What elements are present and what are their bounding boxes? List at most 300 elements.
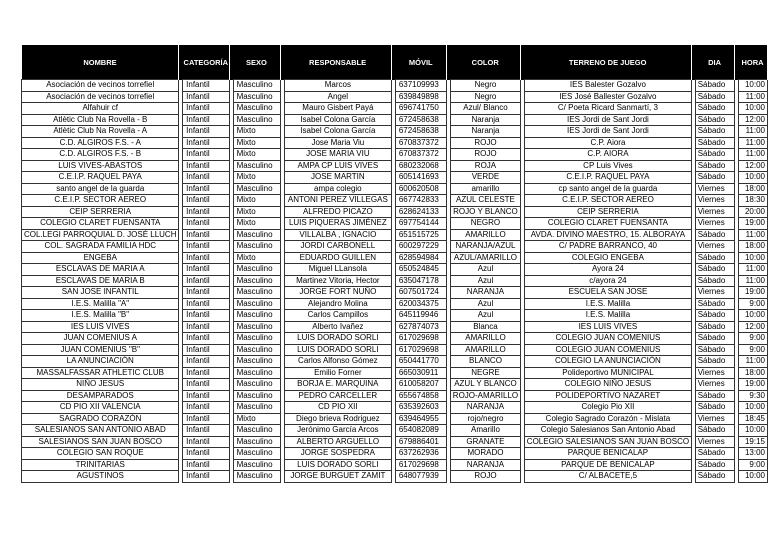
hora-cell: 10:00	[738, 310, 767, 322]
nombre-cell: CD PIO XII VALENCIA	[22, 402, 179, 414]
categoria-cell: Infantil	[183, 126, 230, 138]
movil-cell: 651515725	[395, 229, 446, 241]
sexo-cell: Masculino	[233, 310, 280, 322]
table-row	[22, 402, 768, 414]
responsable-cell: Isabel Colona García	[284, 126, 392, 138]
responsable-cell: Angel	[284, 91, 392, 103]
nombre-cell: Atlètic Club Na Rovella - B	[22, 114, 179, 126]
categoria-cell: Infantil	[183, 436, 230, 448]
terreno-cell: C/ PADRE BARRANCO, 40	[524, 241, 691, 253]
table-row	[22, 241, 768, 253]
categoria-cell: Infantil	[183, 390, 230, 402]
header-color: COLOR	[450, 45, 520, 80]
nombre-cell: SAN JOSE INFANTIL	[22, 287, 179, 299]
table-row	[22, 367, 768, 379]
responsable-cell: PEDRO CARCELLER	[284, 390, 392, 402]
color-cell: MORADO	[450, 448, 520, 460]
terreno-cell: COLEGIO SALESIANOS SAN JUAN BOSCO	[524, 436, 691, 448]
dia-cell: Sábado	[695, 333, 734, 345]
responsable-cell: ALBERTO ARGUELLO	[284, 436, 392, 448]
terreno-cell: ESCUELA SAN JOSE	[524, 287, 691, 299]
terreno-cell: IES José Ballester Gozalvo	[524, 91, 691, 103]
movil-cell: 650441770	[395, 356, 446, 368]
categoria-cell: Infantil	[183, 459, 230, 471]
hora-cell: 9:00	[738, 333, 767, 345]
responsable-cell: JORGE FORT NUÑO	[284, 287, 392, 299]
table-row	[22, 379, 768, 391]
movil-cell: 648077939	[395, 471, 446, 483]
hora-cell: 9:00	[738, 459, 767, 471]
dia-cell: Viernes	[695, 287, 734, 299]
movil-cell: 667742833	[395, 195, 446, 207]
categoria-cell: Infantil	[183, 252, 230, 264]
sexo-cell: Masculino	[233, 333, 280, 345]
nombre-cell: SAGRADO CORAZÓN	[22, 413, 179, 425]
categoria-cell: Infantil	[183, 333, 230, 345]
dia-cell: Sábado	[695, 459, 734, 471]
sexo-cell: Masculino	[233, 229, 280, 241]
dia-cell: Sábado	[695, 471, 734, 483]
table-row	[22, 344, 768, 356]
hora-cell: 18:00	[738, 183, 767, 195]
sexo-cell: Masculino	[233, 448, 280, 460]
categoria-cell: Infantil	[183, 195, 230, 207]
table-row	[22, 321, 768, 333]
nombre-cell: CEIP SERRERIA	[22, 206, 179, 218]
movil-cell: 635047178	[395, 275, 446, 287]
responsable-cell: JORGE BURGUET ZAMIT	[284, 471, 392, 483]
color-cell: AZUL Y BLANCO	[450, 379, 520, 391]
movil-cell: 628624133	[395, 206, 446, 218]
table-row	[22, 413, 768, 425]
sexo-cell: Masculino	[233, 390, 280, 402]
movil-cell: 639464955	[395, 413, 446, 425]
nombre-cell: ENGEBA	[22, 252, 179, 264]
color-cell: Naranja	[450, 114, 520, 126]
color-cell: AMARILLO	[450, 229, 520, 241]
dia-cell: Sábado	[695, 448, 734, 460]
sexo-cell: Masculino	[233, 103, 280, 115]
categoria-cell: Infantil	[183, 471, 230, 483]
nombre-cell: TRINITARIAS	[22, 459, 179, 471]
terreno-cell: Colegio Pio XII	[524, 402, 691, 414]
color-cell: Azul	[450, 310, 520, 322]
responsable-cell: Carlos Alfonso Gómez	[284, 356, 392, 368]
terreno-cell: COLEGIO JUAN COMENIUS	[524, 344, 691, 356]
dia-cell: Sábado	[695, 390, 734, 402]
movil-cell: 617029698	[395, 344, 446, 356]
movil-cell: 617029698	[395, 333, 446, 345]
hora-cell: 11:00	[738, 275, 767, 287]
table-row	[22, 229, 768, 241]
movil-cell: 670837372	[395, 137, 446, 149]
color-cell: AZUL/AMARILLO	[450, 252, 520, 264]
hora-cell: 12:00	[738, 160, 767, 172]
dia-cell: Viernes	[695, 183, 734, 195]
color-cell: ROJO	[450, 137, 520, 149]
nombre-cell: COL. SAGRADA FAMILIA HDC	[22, 241, 179, 253]
responsable-cell: Isabel Colona García	[284, 114, 392, 126]
hora-cell: 18:00	[738, 241, 767, 253]
dia-cell: Sábado	[695, 264, 734, 276]
movil-cell: 637109993	[395, 80, 446, 92]
responsable-cell: AMPA CP LUIS VIVES	[284, 160, 392, 172]
table-row	[22, 195, 768, 207]
hora-cell: 9:30	[738, 390, 767, 402]
hora-cell: 19:00	[738, 287, 767, 299]
table-row	[22, 425, 768, 437]
terreno-cell: COLEGIO JUAN COMENIUS	[524, 333, 691, 345]
dia-cell: Sábado	[695, 425, 734, 437]
hora-cell: 11:00	[738, 137, 767, 149]
categoria-cell: Infantil	[183, 344, 230, 356]
color-cell: VERDE	[450, 172, 520, 184]
terreno-cell: COLEGIO NIÑO JESUS	[524, 379, 691, 391]
color-cell: Negro	[450, 91, 520, 103]
movil-cell: 672458638	[395, 126, 446, 138]
nombre-cell: C.E.I.P. RAQUEL PAYA	[22, 172, 179, 184]
nombre-cell: C.D. ALGIROS F.S. - A	[22, 137, 179, 149]
movil-cell: 679886401	[395, 436, 446, 448]
terreno-cell: PARQUE BENICALAP	[524, 448, 691, 460]
responsable-cell: EDUARDO GUILLEN	[284, 252, 392, 264]
responsable-cell: Alberto Ivañez	[284, 321, 392, 333]
responsable-cell: JORGE SOSPEDRA	[284, 448, 392, 460]
color-cell: ROJO	[450, 471, 520, 483]
movil-cell: 697754144	[395, 218, 446, 230]
responsable-cell: LUIS DORADO SORLI	[284, 344, 392, 356]
categoria-cell: Infantil	[183, 321, 230, 333]
categoria-cell: Infantil	[183, 137, 230, 149]
movil-cell: 607501724	[395, 287, 446, 299]
table-row	[22, 206, 768, 218]
dia-cell: Sábado	[695, 91, 734, 103]
nombre-cell: COLEGIO CLARET FUENSANTA	[22, 218, 179, 230]
sexo-cell: Masculino	[233, 459, 280, 471]
dia-cell: Sábado	[695, 402, 734, 414]
terreno-cell: Colegio Salesianos San Antonio Abad	[524, 425, 691, 437]
table-row	[22, 114, 768, 126]
nombre-cell: ESCLAVAS DE MARIA B	[22, 275, 179, 287]
sexo-cell: Masculino	[233, 379, 280, 391]
header-hora: HORA	[738, 45, 767, 80]
sexo-cell: Mixto	[233, 206, 280, 218]
responsable-cell: Miguel LLansola	[284, 264, 392, 276]
terreno-cell: POLIDEPORTIVO NAZARET	[524, 390, 691, 402]
dia-cell: Sábado	[695, 126, 734, 138]
responsable-cell: JORDI CARBONELL	[284, 241, 392, 253]
hora-cell: 10:00	[738, 471, 767, 483]
dia-cell: Sábado	[695, 80, 734, 92]
table-body	[22, 80, 768, 483]
table-row	[22, 436, 768, 448]
table-row	[22, 91, 768, 103]
responsable-cell: Jerónimo García Arcos	[284, 425, 392, 437]
categoria-cell: Infantil	[183, 218, 230, 230]
table-row	[22, 275, 768, 287]
responsable-cell: Emilio Forner	[284, 367, 392, 379]
hora-cell: 9:00	[738, 298, 767, 310]
dia-cell: Viernes	[695, 436, 734, 448]
dia-cell: Sábado	[695, 114, 734, 126]
categoria-cell: Infantil	[183, 402, 230, 414]
sexo-cell: Masculino	[233, 91, 280, 103]
hora-cell: 19:15	[738, 436, 767, 448]
hora-cell: 10:00	[738, 402, 767, 414]
header-categoria: CATEGORÍA	[183, 45, 230, 80]
categoria-cell: Infantil	[183, 413, 230, 425]
categoria-cell: Infantil	[183, 241, 230, 253]
dia-cell: Viernes	[695, 195, 734, 207]
hora-cell: 19:00	[738, 379, 767, 391]
hora-cell: 10:00	[738, 80, 767, 92]
color-cell: NARANJA	[450, 287, 520, 299]
responsable-cell: BORJA E. MARQUINA	[284, 379, 392, 391]
categoria-cell: Infantil	[183, 172, 230, 184]
color-cell: AZUL CELESTE	[450, 195, 520, 207]
color-cell: amarillo	[450, 183, 520, 195]
movil-cell: 605141693	[395, 172, 446, 184]
dia-cell: Sábado	[695, 310, 734, 322]
dia-cell: Sábado	[695, 344, 734, 356]
categoria-cell: Infantil	[183, 80, 230, 92]
hora-cell: 11:00	[738, 356, 767, 368]
categoria-cell: Infantil	[183, 448, 230, 460]
responsable-cell: Carlos Campillos	[284, 310, 392, 322]
nombre-cell: COL.LEGI PARROQUIAL D. JOSÉ LLUCH	[22, 229, 179, 241]
categoria-cell: Infantil	[183, 149, 230, 161]
sexo-cell: Masculino	[233, 344, 280, 356]
nombre-cell: AGUSTINOS	[22, 471, 179, 483]
terreno-cell: I.E.S. Malilla	[524, 310, 691, 322]
hora-cell: 9:00	[738, 344, 767, 356]
hora-cell: 10:00	[738, 172, 767, 184]
sexo-cell: Masculino	[233, 160, 280, 172]
color-cell: ROJA	[450, 160, 520, 172]
hora-cell: 19:00	[738, 218, 767, 230]
sexo-cell: Masculino	[233, 114, 280, 126]
nombre-cell: Asociación de vecinos torrefiel	[22, 91, 179, 103]
movil-cell: 627874073	[395, 321, 446, 333]
responsable-cell: LUIS PIQUERAS JIMÉNEZ	[284, 218, 392, 230]
terreno-cell: COLEGIO LA ANUNCIACIÓN	[524, 356, 691, 368]
categoria-cell: Infantil	[183, 183, 230, 195]
color-cell: rojo/negro	[450, 413, 520, 425]
color-cell: Azul	[450, 275, 520, 287]
sexo-cell: Mixto	[233, 126, 280, 138]
nombre-cell: MASSALFASSAR ATHLETIC CLUB	[22, 367, 179, 379]
color-cell: NEGRO	[450, 218, 520, 230]
color-cell: ROJO-AMARILLO	[450, 390, 520, 402]
categoria-cell: Infantil	[183, 160, 230, 172]
sexo-cell: Mixto	[233, 218, 280, 230]
table-row	[22, 160, 768, 172]
dia-cell: Sábado	[695, 229, 734, 241]
responsable-cell: JOSE MARTIN	[284, 172, 392, 184]
sexo-cell: Masculino	[233, 402, 280, 414]
movil-cell: 672458638	[395, 114, 446, 126]
sexo-cell: Mixto	[233, 137, 280, 149]
sexo-cell: Masculino	[233, 356, 280, 368]
header-dia: DIA	[695, 45, 734, 80]
table-row	[22, 459, 768, 471]
nombre-cell: LA ANUNCIACIÓN	[22, 356, 179, 368]
movil-cell: 628594984	[395, 252, 446, 264]
categoria-cell: Infantil	[183, 91, 230, 103]
nombre-cell: santo angel de la guarda	[22, 183, 179, 195]
table-row	[22, 80, 768, 92]
schedule-table	[21, 45, 768, 483]
responsable-cell: Martinez Vitoria, Hector	[284, 275, 392, 287]
categoria-cell: Infantil	[183, 114, 230, 126]
responsable-cell: ALFREDO PICAZO	[284, 206, 392, 218]
terreno-cell: CEIP SERRERIA	[524, 206, 691, 218]
sexo-cell: Masculino	[233, 287, 280, 299]
dia-cell: Sábado	[695, 275, 734, 287]
hora-cell: 10:00	[738, 103, 767, 115]
categoria-cell: Infantil	[183, 206, 230, 218]
dia-cell: Viernes	[695, 367, 734, 379]
color-cell: NARANJA	[450, 402, 520, 414]
terreno-cell: COLEGIO CLARET FUENSANTA	[524, 218, 691, 230]
categoria-cell: Infantil	[183, 367, 230, 379]
terreno-cell: AVDA. DIVINO MAESTRO, 15. ALBORAYA	[524, 229, 691, 241]
terreno-cell: C.E.I.P. RAQUEL PAYA	[524, 172, 691, 184]
dia-cell: Sábado	[695, 252, 734, 264]
terreno-cell: Colegio Sagrado Corazón - Mislata	[524, 413, 691, 425]
table-row	[22, 252, 768, 264]
hora-cell: 18:45	[738, 413, 767, 425]
dia-cell: Sábado	[695, 356, 734, 368]
dia-cell: Sábado	[695, 103, 734, 115]
movil-cell: 650524845	[395, 264, 446, 276]
header-terreno: TERRENO DE JUEGO	[524, 45, 691, 80]
responsable-cell: Marcos	[284, 80, 392, 92]
responsable-cell: LUIS DORADO SORLI	[284, 333, 392, 345]
hora-cell: 10:00	[738, 425, 767, 437]
categoria-cell: Infantil	[183, 229, 230, 241]
color-cell: GRANATE	[450, 436, 520, 448]
color-cell: AMARILLO	[450, 344, 520, 356]
sexo-cell: Masculino	[233, 471, 280, 483]
sexo-cell: Masculino	[233, 264, 280, 276]
color-cell: Naranja	[450, 126, 520, 138]
responsable-cell: JOSE MARIA VIU	[284, 149, 392, 161]
header-sexo: SEXO	[233, 45, 280, 80]
hora-cell: 13:00	[738, 448, 767, 460]
header-row	[22, 45, 768, 80]
responsable-cell: Mauro Gisbert Payá	[284, 103, 392, 115]
responsable-cell: LUIS DORADO SORLI	[284, 459, 392, 471]
sexo-cell: Mixto	[233, 413, 280, 425]
nombre-cell: JUAN COMENIUS A	[22, 333, 179, 345]
table-row	[22, 218, 768, 230]
movil-cell: 665030911	[395, 367, 446, 379]
nombre-cell: Asociación de vecinos torrefiel	[22, 80, 179, 92]
responsable-cell: Diego brieva Rodriguez	[284, 413, 392, 425]
movil-cell: 645119946	[395, 310, 446, 322]
nombre-cell: C.E.I.P. SECTOR AEREO	[22, 195, 179, 207]
nombre-cell: JUAN COMENIUS "B"	[22, 344, 179, 356]
color-cell: ROJO Y BLANCO	[450, 206, 520, 218]
categoria-cell: Infantil	[183, 103, 230, 115]
sexo-cell: Masculino	[233, 436, 280, 448]
nombre-cell: I.E.S. Malilla "A"	[22, 298, 179, 310]
nombre-cell: LUIS VIVES-ABASTOS	[22, 160, 179, 172]
sexo-cell: Masculino	[233, 298, 280, 310]
terreno-cell: CP Luis Vives	[524, 160, 691, 172]
nombre-cell: Atlètic Club Na Rovella - A	[22, 126, 179, 138]
dia-cell: Sábado	[695, 172, 734, 184]
table-row	[22, 149, 768, 161]
dia-cell: Viernes	[695, 206, 734, 218]
sexo-cell: Masculino	[233, 425, 280, 437]
hora-cell: 11:00	[738, 126, 767, 138]
terreno-cell: PARQUE DE BENICALAP	[524, 459, 691, 471]
categoria-cell: Infantil	[183, 310, 230, 322]
sexo-cell: Masculino	[233, 367, 280, 379]
responsable-cell: Jose Maria Viu	[284, 137, 392, 149]
terreno-cell: C.E.I.P. SECTOR AEREO	[524, 195, 691, 207]
hora-cell: 18:30	[738, 195, 767, 207]
terreno-cell: C/ ALBACETE,5	[524, 471, 691, 483]
nombre-cell: Alfahuir cf	[22, 103, 179, 115]
color-cell: ROJO	[450, 149, 520, 161]
terreno-cell: IES Jordi de Sant Jordi	[524, 126, 691, 138]
table-row	[22, 172, 768, 184]
dia-cell: Sábado	[695, 160, 734, 172]
color-cell: NARANJA/AZUL	[450, 241, 520, 253]
sexo-cell: Mixto	[233, 149, 280, 161]
movil-cell: 620034375	[395, 298, 446, 310]
categoria-cell: Infantil	[183, 287, 230, 299]
dia-cell: Viernes	[695, 379, 734, 391]
categoria-cell: Infantil	[183, 298, 230, 310]
table-row	[22, 287, 768, 299]
color-cell: Negro	[450, 80, 520, 92]
responsable-cell: VILLALBA , IGNACIO	[284, 229, 392, 241]
terreno-cell: C.P. AIORA	[524, 149, 691, 161]
sexo-cell: Mixto	[233, 172, 280, 184]
responsable-cell: ampa colegio	[284, 183, 392, 195]
color-cell: Azul	[450, 298, 520, 310]
terreno-cell: Ayora 24	[524, 264, 691, 276]
terreno-cell: c/ayora 24	[524, 275, 691, 287]
terreno-cell: COLEGIO ENGEBA	[524, 252, 691, 264]
movil-cell: 639849898	[395, 91, 446, 103]
movil-cell: 610058207	[395, 379, 446, 391]
terreno-cell: IES Balester Gozalvo	[524, 80, 691, 92]
terreno-cell: IES LUIS VIVES	[524, 321, 691, 333]
nombre-cell: C.D. ALGIROS F.S. - B	[22, 149, 179, 161]
categoria-cell: Infantil	[183, 425, 230, 437]
hora-cell: 11:00	[738, 149, 767, 161]
nombre-cell: IES LUIS VIVES	[22, 321, 179, 333]
dia-cell: Sábado	[695, 321, 734, 333]
hora-cell: 18:00	[738, 367, 767, 379]
nombre-cell: I.E.S. Malilla "B"	[22, 310, 179, 322]
table-row	[22, 137, 768, 149]
sexo-cell: Masculino	[233, 183, 280, 195]
movil-cell: 637262936	[395, 448, 446, 460]
movil-cell: 670837372	[395, 149, 446, 161]
table-row	[22, 448, 768, 460]
dia-cell: Sábado	[695, 137, 734, 149]
hora-cell: 11:00	[738, 91, 767, 103]
table-row	[22, 264, 768, 276]
hora-cell: 11:00	[738, 264, 767, 276]
color-cell: BLANCO	[450, 356, 520, 368]
